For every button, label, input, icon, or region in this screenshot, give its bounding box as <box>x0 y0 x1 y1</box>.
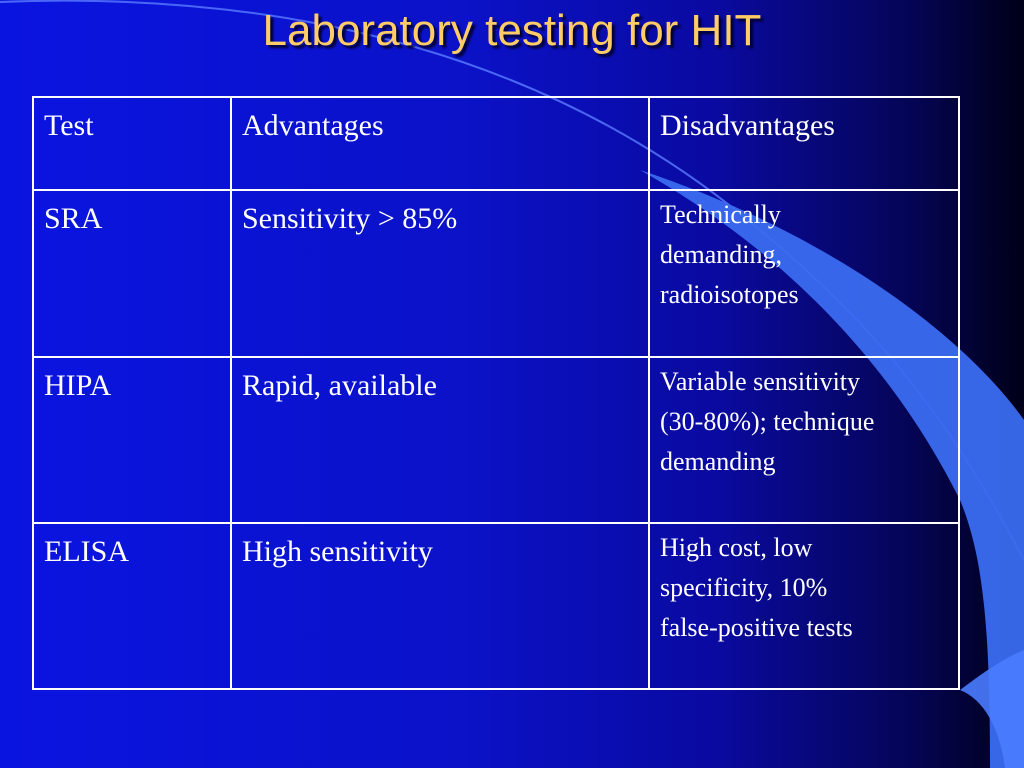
header-test: Test <box>33 97 231 190</box>
table-row <box>33 523 959 689</box>
disadvantages-line: demanding, <box>660 240 783 270</box>
disadvantages-line: specificity, 10% <box>660 572 828 602</box>
table-row <box>33 357 959 523</box>
cell-disadvantages <box>649 357 959 523</box>
cell-advantages: High sensitivity <box>231 523 649 689</box>
disadvantages-line: Technically <box>660 200 781 230</box>
cell-test: SRA <box>33 190 231 356</box>
table-header-row <box>33 97 959 190</box>
cell-test: HIPA <box>33 357 231 523</box>
header-advantages: Advantages <box>231 97 649 190</box>
cell-disadvantages <box>649 190 959 356</box>
slide-title: Laboratory testing for HIT <box>262 6 762 55</box>
cell-disadvantages <box>649 523 959 689</box>
disadvantages-line: (30-80%); technique <box>660 406 875 436</box>
disadvantages-line: false-positive tests <box>660 612 853 642</box>
cell-test: ELISA <box>33 523 231 689</box>
lab-testing-table <box>32 96 960 690</box>
table-row <box>33 190 959 356</box>
disadvantages-line: Variable sensitivity <box>660 366 861 396</box>
cell-advantages: Sensitivity > 85% <box>231 190 649 356</box>
disadvantages-line: radioisotopes <box>660 280 799 310</box>
disadvantages-line: demanding <box>660 446 776 476</box>
disadvantages-line: High cost, low <box>660 532 813 562</box>
header-disadvantages: Disadvantages <box>649 97 959 190</box>
cell-advantages: Rapid, available <box>231 357 649 523</box>
